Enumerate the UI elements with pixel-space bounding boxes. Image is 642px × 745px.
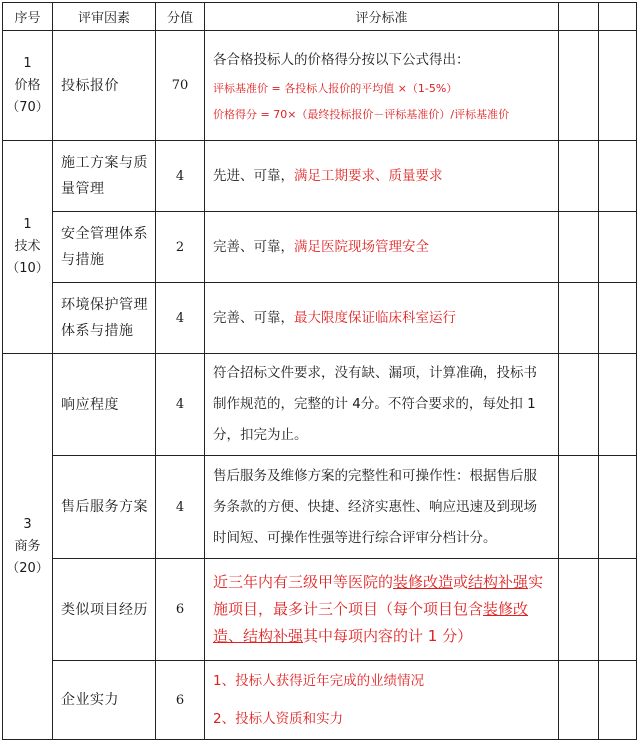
criteria-similar-projects: 近三年内有三级甲等医院的装修改造或结构补强实施项目，最多计三个项目（每个项目包含装修改造、结构补强其中每项内容的计 1 分） (205, 559, 559, 661)
score-bid-price: 70 (156, 31, 205, 141)
score-construction-plan: 4 (156, 141, 205, 212)
criteria-responsiveness: 符合招标文件要求，没有缺、漏项，计算准确，投标书 制作规范的，完整的计 4分。不符合要求的，每处扣 1 分，扣完为止。 (205, 354, 559, 456)
table-row (3, 141, 637, 212)
score-after-sales: 4 (156, 456, 205, 559)
group-business: 3 商务 （20） (3, 354, 53, 740)
score-company-strength: 6 (156, 661, 205, 740)
criteria-bid-price: 各合格投标人的价格得分按以下公式得出： 评标基准价 = 各投标人报价的平均值 ×（1-5%） 价格得分 = 70×（最终投标报价－评标基准价）/评标基准价 (205, 31, 559, 141)
criteria-construction-plan: 先进、可靠，满足工期要求、质量要求 (205, 141, 559, 212)
table-row (3, 31, 637, 141)
table-row (3, 283, 637, 354)
table-row (3, 456, 637, 559)
criteria-safety: 完善、可靠，满足医院现场管理安全 (205, 212, 559, 283)
table-row (3, 559, 637, 661)
header-score: 分值 (156, 3, 205, 31)
score-similar-projects: 6 (156, 559, 205, 661)
score-responsiveness: 4 (156, 354, 205, 456)
factor-company-strength: 企业实力 (53, 661, 156, 740)
header-criteria: 评分标准 (205, 3, 559, 31)
header-seq: 序号 (3, 3, 53, 31)
table-header-row (3, 3, 637, 31)
scoring-table (2, 2, 637, 740)
factor-construction-plan: 施工方案与质 量管理 (53, 141, 156, 212)
header-factor: 评审因素 (53, 3, 156, 31)
score-safety: 2 (156, 212, 205, 283)
header-blank-2 (599, 3, 637, 31)
factor-responsiveness: 响应程度 (53, 354, 156, 456)
table-row (3, 661, 637, 740)
factor-bid-price: 投标报价 (53, 31, 156, 141)
criteria-after-sales: 售后服务及维修方案的完整性和可操作性：根据售后服 务条款的方便、快捷、经济实惠性、响应迅速及到现场 时间短、可操作性强等进行综合评审分档计分。 (205, 456, 559, 559)
criteria-company-strength: 1、投标人获得近年完成的业绩情况 2、投标人资质和实力 (205, 661, 559, 740)
criteria-environment: 完善、可靠，最大限度保证临床科室运行 (205, 283, 559, 354)
group-price: 1 价格 （70） (3, 31, 53, 141)
factor-similar-projects: 类似项目经历 (53, 559, 156, 661)
group-tech: 1 技术 （10） (3, 141, 53, 354)
header-blank-1 (559, 3, 599, 31)
table-row (3, 354, 637, 456)
factor-after-sales: 售后服务方案 (53, 456, 156, 559)
table-row (3, 212, 637, 283)
factor-environment: 环境保护管理 体系与措施 (53, 283, 156, 354)
factor-safety: 安全管理体系 与措施 (53, 212, 156, 283)
score-environment: 4 (156, 283, 205, 354)
